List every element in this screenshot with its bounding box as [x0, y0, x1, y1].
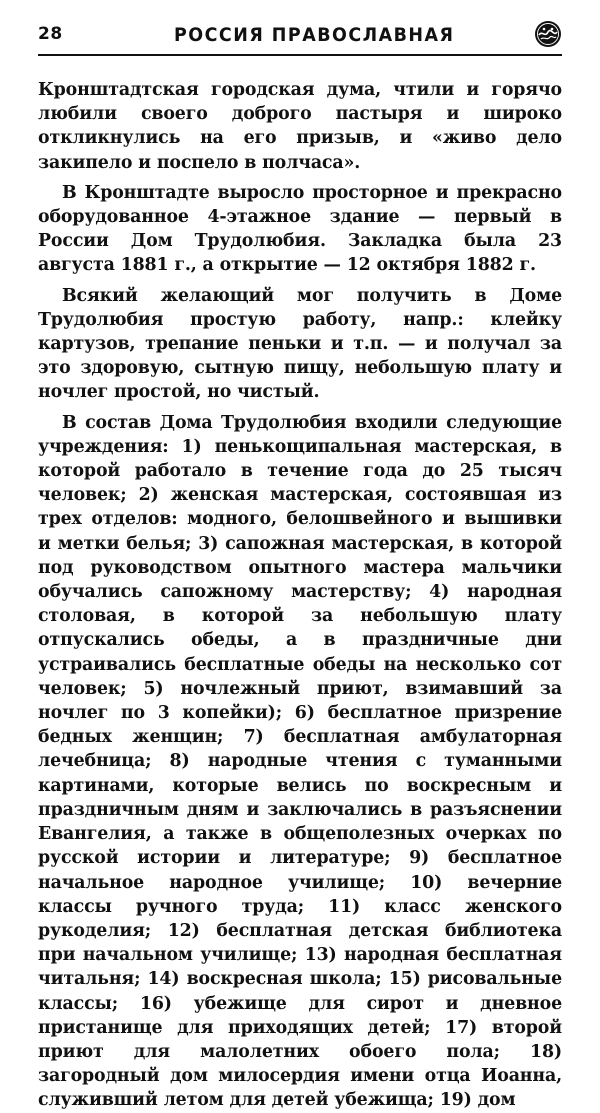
book-page — [38, 18, 562, 1111]
page-number: 28 — [38, 24, 63, 44]
body-text — [38, 78, 562, 1113]
paragraph: В состав Дома Трудолюбия входили следующие учреждения: 1) пенькощипальная мастерская, в которой работало в течение года до 25 тысяч человек; 2) женская мастерская, состоявшая из трех отделов: модного, белошвейного и вышивки и метки белья; 3) сапожная мастерская, в которой под руководством опытного мастера мальчики обучались сапожному мастерству; 4) народная столовая, в которой за небольшую плату отпускались обеды, а в праздничные дни устраивались бесплатные обеды на несколько сот человек; 5) ночлежный приют, взимавший за ночлег по 3 копейки); 6) бесплатное призрение бедных женщин; 7) бесплатная амбулаторная лечебница; 8) народные чтения с туманными картинами, которые велись по воскресным и праздничным дням и заключались в разъяснении Евангелия, а также в общеполезных очерках по русской истории и литературе; 9) бесплатное начальное народное училище; 10) вечерние классы ручного труда; 11) класс женского рукоделия; 12) бесплатная детская библиотека при начальном училище; 13) народная бесплатная читальня; 14) воскресная школа; 15) рисовальные классы; 16) убежище для сирот и дневное пристанище для приходящих детей; 17) второй приют для малолетних обоего пола; 18) загородный дом милосердия имени отца Иоанна, служивший летом для детей убежища; 19) дом — [38, 412, 562, 1111]
ornament-emblem-icon — [534, 20, 562, 48]
paragraph: В Кронштадте выросло просторное и прекрасно оборудованное 4-этажное здание — первый в России Дом Трудолюбия. Закладка была 23 августа 1881 г., а открытие — 12 октября 1882 г. — [38, 182, 562, 276]
running-title: РОССИЯ ПРАВОСЛАВНАЯ — [174, 24, 455, 46]
paragraph: Всякий желающий мог получить в Доме Трудолюбия простую работу, напр.: клейку картузов, трепание пеньки и т.п. — и получал за это здоровую, сытную пищу, небольшую плату и ночлег простой, но чистый. — [38, 285, 562, 403]
page-header — [38, 18, 562, 58]
paragraph: Кронштадтская городская дума, чтили и горячо любили своего доброго пастыря и широко откликнулись на его призыв, и «живо дело закипело и поспело в полчаса». — [38, 80, 562, 173]
header-rule — [38, 54, 562, 56]
